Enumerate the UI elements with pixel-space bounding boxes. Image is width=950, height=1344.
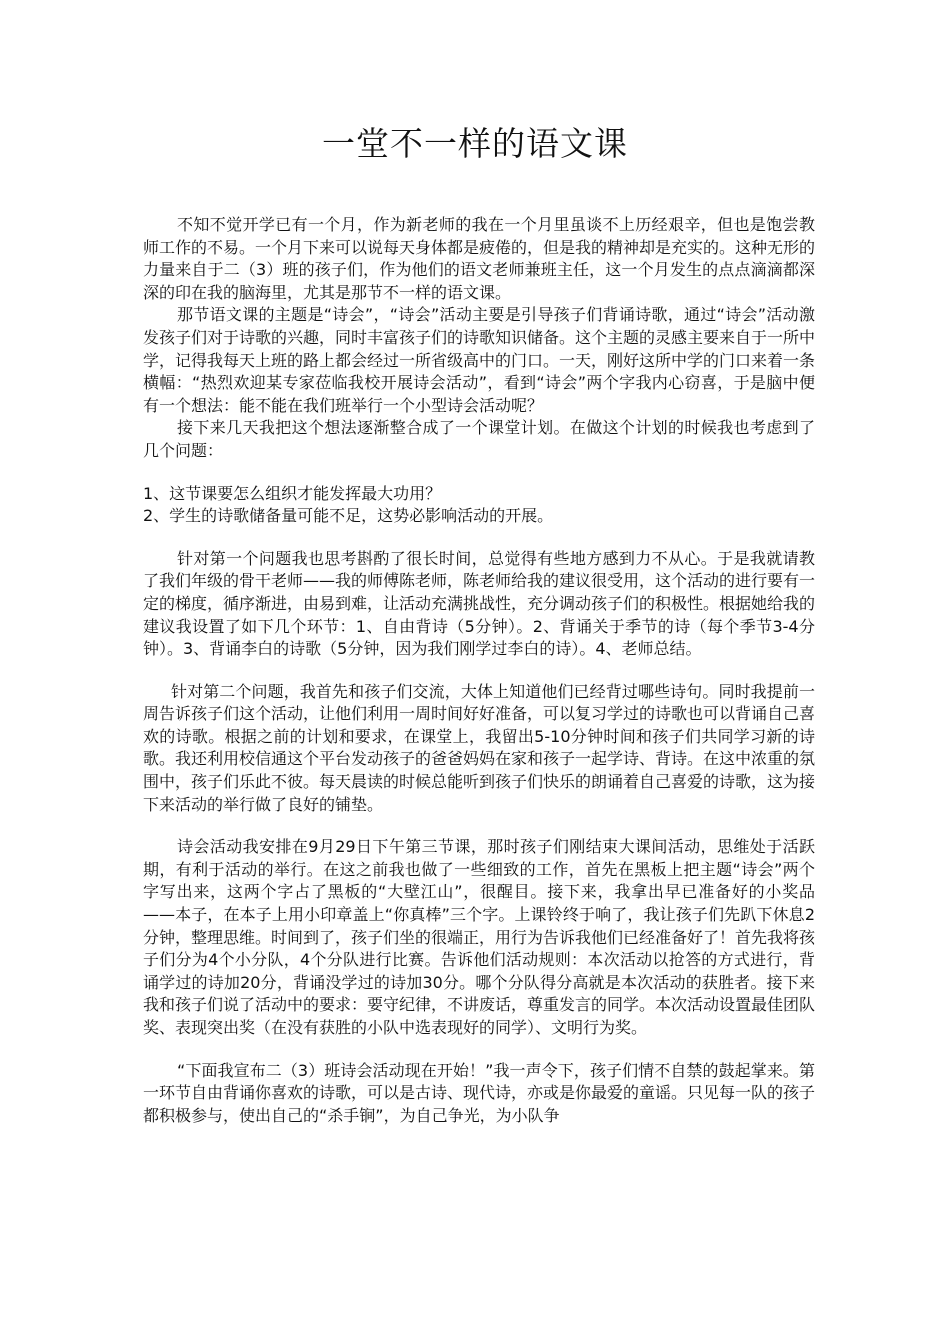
- paragraph-first-question: 针对第一个问题我也思考斟酌了很长时间，总觉得有些地方感到力不从心。于是我就请教了我们年级的骨干老师——我的师傅陈老师，陈老师给我的建议很受用，这个活动的进行要有一定的梯度，循序渐进，由易到难，让活动充满挑战性，充分调动孩子们的积极性。根据她给我的建议我设置了如下几个环节：1、自由背诗（5分钟）。2、背诵关于季节的诗（每个季节3-4分钟）。3、背诵李白的诗歌（5分钟，因为我们刚学过李白的诗）。4、老师总结。: [143, 548, 816, 659]
- paragraph-second-question: 针对第二个问题，我首先和孩子们交流，大体上知道他们已经背过哪些诗句。同时我提前一周告诉孩子们这个活动，让他们利用一周时间好好准备，可以复习学过的诗歌也可以背诵自己喜欢的诗歌。根据之前的计划和要求，在课堂上，我留出5-10分钟时间和孩子们共同学习新的诗歌。我还利用校信通这个平台发动孩子的爸爸妈妈在家和孩子一起学诗、背诗。在这中浓重的氛围中，孩子们乐此不彼。每天晨读的时候总能听到孩子们快乐的朗诵着自己喜爱的诗歌，这为接下来活动的举行做了良好的铺垫。: [143, 681, 816, 814]
- document-body: [143, 214, 815, 1127]
- paragraph-start: “下面我宣布二（3）班诗会活动现在开始！”我一声令下，孩子们情不自禁的鼓起掌来。第一环节自由背诵你喜欢的诗歌，可以是古诗、现代诗，亦或是你最爱的童谣。只见每一队的孩子都积极参与，使出自己的“杀手锏”，为自己争光，为小队争: [143, 1060, 816, 1125]
- document-title: 一堂不一样的语文课: [322, 124, 628, 163]
- list-item: 1、这节课要怎么组织才能发挥最大功用？: [143, 483, 442, 503]
- paragraph-theme: 那节语文课的主题是“诗会”，“诗会”活动主要是引导孩子们背诵诗歌，通过“诗会”活动激发孩子们对于诗歌的兴趣，同时丰富孩子们的诗歌知识储备。这个主题的灵感主要来自于一所中学，记得我每天上班的路上都会经过一所省级高中的门口。一天，刚好这所中学的门口来着一条横幅：“热烈欢迎某专家莅临我校开展诗会活动”，看到“诗会”两个字我内心窃喜，于是脑中便有一个想法：能不能在我们班举行一个小型诗会活动呢？: [143, 305, 816, 415]
- paragraph-activity: 诗会活动我安排在9月29日下午第三节课，那时孩子们刚结束大课间活动，思维处于活跃期，有利于活动的举行。在这之前我也做了一些细致的工作，首先在黑板上把主题“诗会”两个字写出来，这两个字占了黑板的“大壁江山”，很醒目。接下来，我拿出早已准备好的小奖品——本子，在本子上用小印章盖上“你真棒”三个字。上课铃终于响了，我让孩子们先趴下休息2分钟，整理思维。时间到了，孩子们坐的很端正，用行为告诉我他们已经准备好了！首先我将孩子们分为4个小分队，4个分队进行比赛。告诉他们活动规则：本次活动以抢答的方式进行，背诵学过的诗加20分，背诵没学过的诗加30分。哪个分队得分高就是本次活动的获胜者。接下来我和孩子们说了活动中的要求：要守纪律，不讲废话，尊重发言的同学。本次活动设置最佳团队奖、表现突出奖（在没有获胜的小队中选表现好的同学）、文明行为奖。: [143, 837, 816, 1037]
- list-item: 2、学生的诗歌储备量可能不足，这势必影响活动的开展。: [143, 506, 554, 526]
- paragraph-plan: 接下来几天我把这个想法逐渐整合成了一个课堂计划。在做这个计划的时候我也考虑到了几个问题：: [143, 418, 815, 460]
- paragraph-intro: 不知不觉开学已有一个月，作为新老师的我在一个月里虽谈不上历经艰辛，但也是饱尝教师工作的不易。一个月下来可以说每天身体都是疲倦的，但是我的精神却是充实的。这种无形的力量来自于二（3）班的孩子们，作为他们的语文老师兼班主任，这一个月发生的点点滴滴都深深的印在我的脑海里，尤其是那节不一样的语文课。: [143, 215, 816, 302]
- question-list: [143, 483, 815, 528]
